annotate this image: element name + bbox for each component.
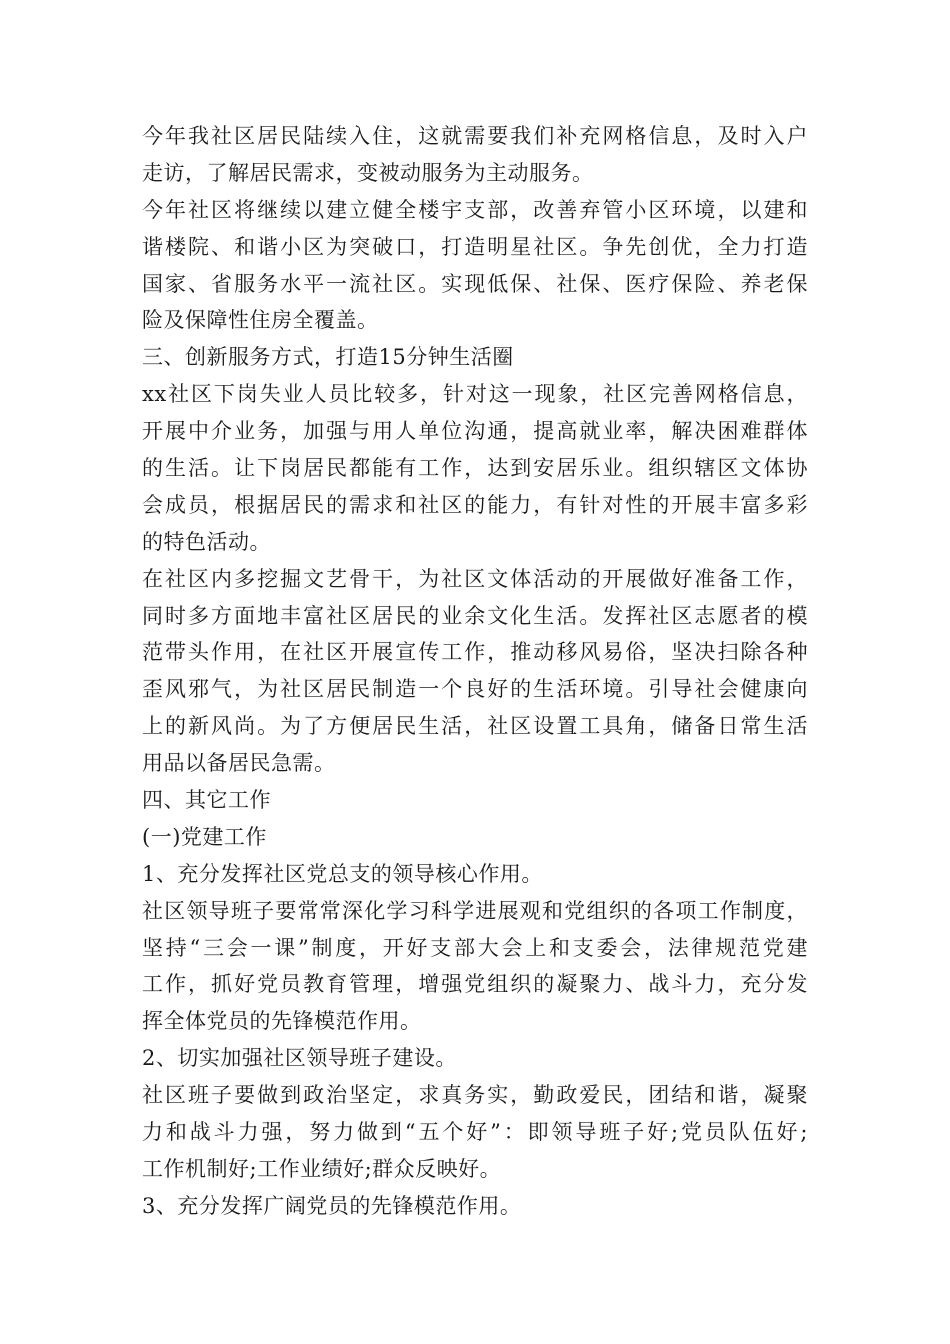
text-line: xx社区下岗失业人员比较多，针对这一现象，社区完善网格信息， xyxy=(142,382,808,407)
text-line: 开展中介业务，加强与用人单位沟通，提高就业率，解决困难群体 xyxy=(142,419,808,444)
text-line: 范带头作用，在社区开展宣传工作，推动移风易俗，坚决扫除各种 xyxy=(142,640,808,665)
text-line: 歪风邪气，为社区居民制造一个良好的生活环境。引导社会健康向 xyxy=(142,677,808,702)
text-line: 今年社区将继续以建立健全楼宇支部，改善弃管小区环境，以建和 xyxy=(142,197,808,222)
text-line: 力和战斗力强，努力做到“五个好”：即领导班子好;党员队伍好; xyxy=(142,1120,808,1145)
text-line: 今年我社区居民陆续入住，这就需要我们补充网格信息，及时入户 xyxy=(142,124,808,148)
text-line: 3、充分发挥广阔党员的先锋模范作用。 xyxy=(142,1193,522,1218)
document-body xyxy=(142,118,808,1225)
text-line: 谐楼院、和谐小区为突破口，打造明星社区。争先创优，全力打造 xyxy=(142,234,808,259)
text-line: 在社区内多挖掘文艺骨干，为社区文体活动的开展做好准备工作， xyxy=(142,566,808,591)
text-line: 1、充分发挥社区党总支的领导核心作用。 xyxy=(142,861,543,886)
text-line: 同时多方面地丰富社区居民的业余文化生活。发挥社区志愿者的模 xyxy=(142,603,808,628)
text-line: 用品以备居民急需。 xyxy=(142,751,336,776)
text-line: 2、切实加强社区领导班子建设。 xyxy=(142,1046,457,1071)
text-line: 的生活。让下岗居民都能有工作，达到安居乐业。组织辖区文体协 xyxy=(142,456,808,481)
text-line: 走访，了解居民需求，变被动服务为主动服务。 xyxy=(142,160,594,185)
text-line: 坚持“三会一课”制度，开好支部大会上和支委会，法律规范党建 xyxy=(142,935,808,960)
text-line: (一)党建工作 xyxy=(142,824,267,849)
text-line: 社区班子要做到政治坚定，求真务实，勤政爱民，团结和谐，凝聚 xyxy=(142,1083,808,1108)
text-line: 国家、省服务水平一流社区。实现低保、社保、医疗保险、养老保 xyxy=(142,271,808,296)
text-line: 挥全体党员的先锋模范作用。 xyxy=(142,1009,422,1034)
text-line: 的特色活动。 xyxy=(142,529,271,554)
text-line: 社区领导班子要常常深化学习科学进展观和党组织的各项工作制度， xyxy=(142,898,808,923)
text-line: 三、创新服务方式，打造15分钟生活圈 xyxy=(142,345,514,370)
text-line: 险及保障性住房全覆盖。 xyxy=(142,308,379,333)
text-line: 会成员，根据居民的需求和社区的能力，有针对性的开展丰富多彩 xyxy=(142,492,808,517)
text-line: 上的新风尚。为了方便居民生活，社区设置工具角，储备日常生活 xyxy=(142,714,808,739)
text-line: 四、其它工作 xyxy=(142,788,271,813)
text-line: 工作机制好;工作业绩好;群众反映好。 xyxy=(142,1156,502,1181)
text-line: 工作，抓好党员教育管理，增强党组织的凝聚力、战斗力，充分发 xyxy=(142,972,808,997)
